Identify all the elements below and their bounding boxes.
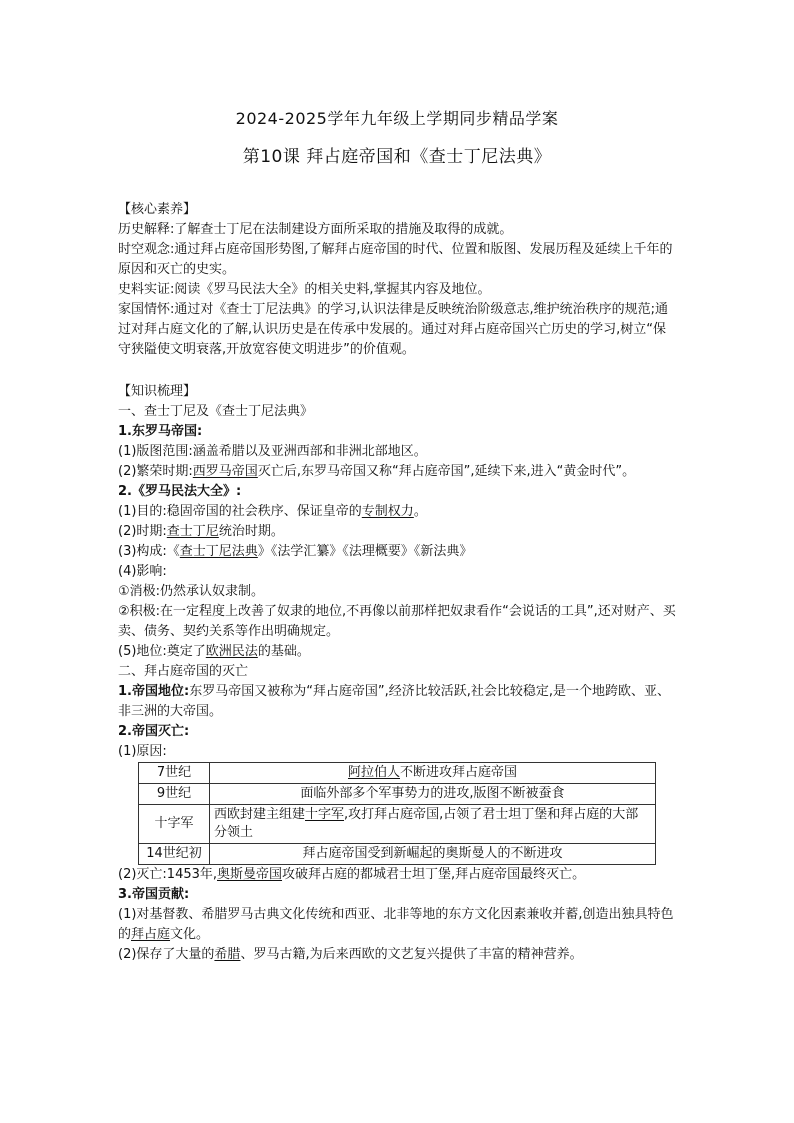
answer-blank: 查士丁尼法典 (179, 544, 258, 559)
table-cell-event: 西欧封建主组建十字军,攻打拜占庭帝国,占领了君士坦丁堡和拜占庭的大部分领土 (210, 805, 656, 844)
table-cell-event: 阿拉伯人不断进攻拜占庭帝国 (210, 763, 656, 784)
table-row (139, 805, 656, 844)
reasons-table (138, 762, 656, 865)
fall-line: (2)灭亡:1453年,奥斯曼帝国攻破拜占庭的都城君士坦丁堡,拜占庭帝国最终灭亡。 (118, 867, 586, 882)
table-cell-time: 14世纪初 (139, 844, 210, 865)
reasons-label: (1)原因: (118, 744, 167, 759)
core-spacetime: 时空观念:通过拜占庭帝国形势图,了解拜占庭帝国的时代、位置和版图、发展历程及延续上千年的原因和灭亡的史实。 (118, 242, 673, 277)
table-cell-time: 十字军 (139, 805, 210, 844)
answer-blank: 阿拉伯人 (347, 765, 400, 780)
contribution-2: (2)保存了大量的希腊、罗马古籍,为后来西欧的文艺复兴提供了丰富的精神营养。 (118, 947, 583, 962)
civil-law-title: 2.《罗马民法大全》: (118, 484, 242, 499)
table-cell-event: 拜占庭帝国受到新崛起的奥斯曼人的不断进攻 (210, 844, 656, 865)
composition-line: (3)构成:《查士丁尼法典》《法学汇纂》《法理概要》《新法典》 (118, 544, 473, 559)
answer-blank: 欧洲民法 (205, 644, 258, 659)
answer-blank: 专制权力 (361, 504, 414, 519)
period-line: (2)时期:查士丁尼统治时期。 (118, 524, 284, 539)
contribution-1: (1)对基督教、希腊罗马古典文化传统和西亚、北非等地的东方文化因素兼收并蓄,创造出独具特色的拜占庭文化。 (118, 907, 674, 942)
document-body (118, 200, 678, 965)
purpose-line: (1)目的:稳固帝国的社会秩序、保证皇帝的专制权力。 (118, 504, 427, 519)
table-cell-time: 7世纪 (139, 763, 210, 784)
empire-fall-title: 2.帝国灭亡: (118, 724, 190, 739)
territory-line: (1)版图范围:涵盖希腊以及亚洲西部和非洲北部地区。 (118, 444, 427, 459)
influence-positive: ②积极:在一定程度上改善了奴隶的地位,不再像以前那样把奴隶看作“会说话的工具”,还对财产、买卖、债务、契约关系等作出明确规定。 (118, 604, 676, 639)
answer-blank: 十字军 (305, 807, 345, 822)
core-evidence: 史料实证:阅读《罗马民法大全》的相关史料,掌握其内容及地位。 (118, 282, 491, 297)
core-history: 历史解释:了解查士丁尼在法制建设方面所采取的措施及取得的成就。 (118, 222, 513, 237)
prosperity-line: (2)繁荣时期:西罗马帝国灭亡后,东罗马帝国又称“拜占庭帝国”,延续下来,进入“黄金时代”。 (118, 464, 636, 479)
table-cell-time: 9世纪 (139, 784, 210, 805)
table-row (139, 784, 656, 805)
document-title: 2024-2025学年九年级上学期同步精品学案 (235, 109, 559, 128)
empire-status-line: 1.帝国地位:东罗马帝国又被称为“拜占庭帝国”,经济比较活跃,社会比较稳定,是一个地跨欧、亚、非三洲的大帝国。 (118, 684, 671, 719)
answer-blank: 希腊 (214, 947, 241, 962)
influence-line: (4)影响: (118, 564, 167, 579)
influence-negative: ①消极:仍然承认奴隶制。 (118, 584, 265, 599)
answer-blank: 查士丁尼 (166, 524, 219, 539)
core-homeland: 家国情怀:通过对《查士丁尼法典》的学习,认识法律是反映统治阶级意志,维护统治秩序的规范;通过对拜占庭文化的了解,认识历史是在传承中发展的。通过对拜占庭帝国兴亡历史的学习,树立“保守狭隘使文明衰落,开放宽容使文明进步”的价值观。 (118, 302, 669, 357)
answer-blank: 奥斯曼帝国 (217, 867, 283, 882)
section2-title: 二、拜占庭帝国的灭亡 (118, 664, 249, 679)
lesson-title: 第10课 拜占庭帝国和《查士丁尼法典》 (242, 147, 552, 167)
knowledge-heading: 【知识梳理】 (118, 384, 197, 399)
section1-title: 一、查士丁尼及《查士丁尼法典》 (118, 404, 314, 419)
core-heading: 【核心素养】 (118, 202, 197, 217)
east-rome-title: 1.东罗马帝国: (118, 424, 203, 439)
status-line: (5)地位:奠定了欧洲民法的基础。 (118, 644, 310, 659)
answer-blank: 西罗马帝国 (192, 464, 258, 479)
answer-blank: 拜占庭 (131, 927, 171, 942)
table-row (139, 763, 656, 784)
contribution-title: 3.帝国贡献: (118, 887, 190, 902)
table-cell-event: 面临外部多个军事势力的进攻,版图不断被蚕食 (210, 784, 656, 805)
table-row (139, 844, 656, 865)
